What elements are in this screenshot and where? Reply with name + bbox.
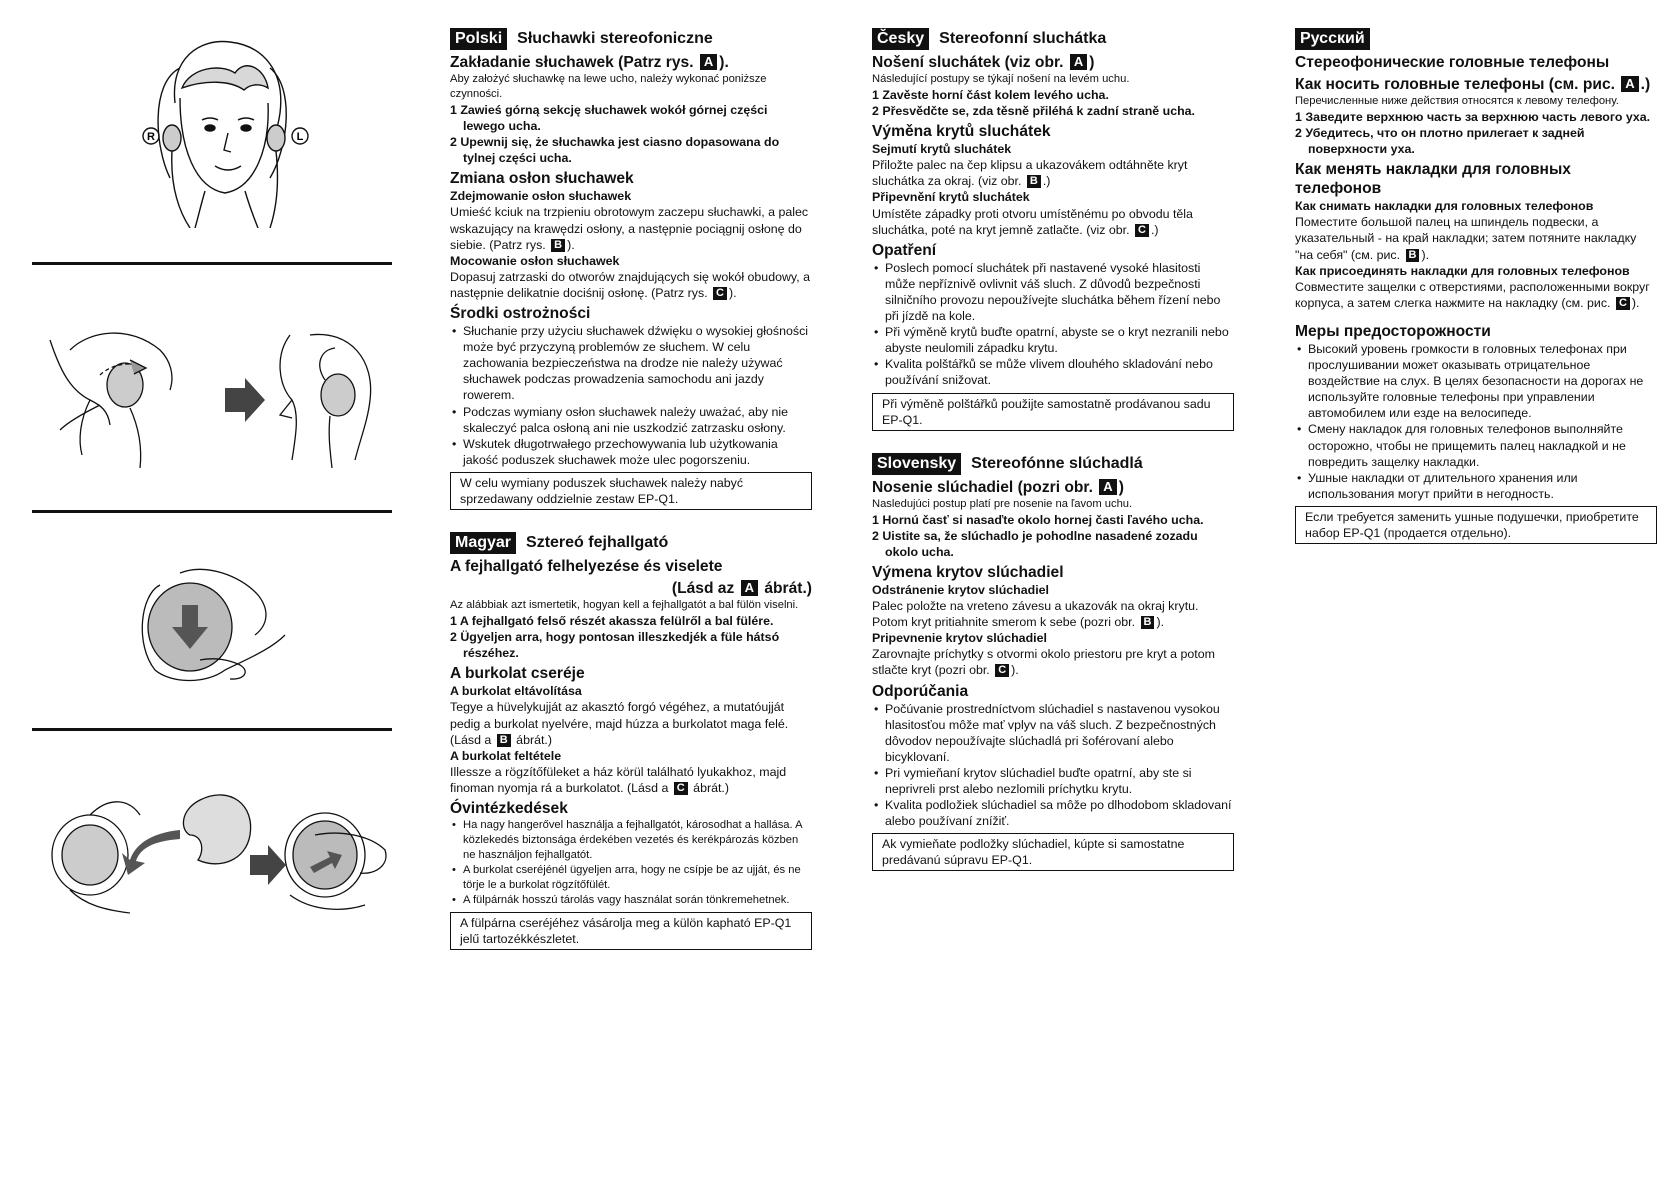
attach-heading: A burkolat feltétele bbox=[450, 748, 562, 763]
precaution-item: • Ha nagy hangerővel használja a fejhallgatót, károsodhat a hallása. A közlekedés biztonsága érdekében vezetés és kerékpározás közben ne használjon fejhallgatót. bbox=[450, 818, 812, 863]
attach-text: Совместите защелки с отверстиями, расположенными вокруг корпуса, а затем слегка нажмите на накладку (см. рис. C ). bbox=[1295, 279, 1650, 310]
figure-removing-cover bbox=[30, 565, 390, 685]
precaution-item: • Kvalita polštářků se může vlivem dlouhého skladování nebo používání snižovat. bbox=[872, 356, 1234, 388]
wear-heading: Nošení sluchátek (viz obr. A ) bbox=[872, 54, 1095, 71]
step-1: 1 A fejhallgató felső részét akassza felülről a bal fülére. bbox=[450, 614, 774, 629]
wear-heading: A fejhallgató felhelyezése és viselete bbox=[450, 558, 723, 576]
note-box: A fülpárna cseréjéhez vásárolja meg a külön kapható EP-Q1 jelű tartozékkészletet. bbox=[450, 912, 812, 950]
step-2: 2 Přesvědčte se, zda těsně přiléhá k zadní straně ucha. bbox=[872, 104, 1195, 119]
figure-divider bbox=[32, 728, 392, 731]
figure-a-badge: A bbox=[1099, 479, 1116, 495]
section-cesky bbox=[872, 28, 1234, 431]
remove-heading: Sejmutí krytů sluchátek bbox=[872, 142, 1012, 157]
step-1: 1 Заведите верхнюю часть за верхнюю часть левого уха. bbox=[1295, 110, 1651, 124]
figure-c-badge: C bbox=[995, 664, 1009, 677]
remove-heading: Zdejmowanie osłon słuchawek bbox=[450, 189, 632, 204]
section-slovensky bbox=[872, 453, 1234, 872]
language-tag: Česky bbox=[872, 28, 929, 50]
change-heading: Zmiana osłon słuchawek bbox=[450, 170, 634, 188]
wear-heading: Zakładanie słuchawek (Patrz rys. A ). bbox=[450, 54, 729, 71]
section-title: Стереофонические головные телефоны bbox=[1295, 54, 1610, 71]
steps-list bbox=[872, 512, 1234, 560]
figure-b-badge: B bbox=[1406, 249, 1420, 262]
precaution-item: • Při výměně krytů buďte opatrní, abyste se o kryt nezranili nebo abyste neulomili západku krytu. bbox=[872, 324, 1234, 356]
note-box: Если требуется заменить ушные подушечки, приобретите набор EP-Q1 (продается отдельно). bbox=[1295, 506, 1657, 544]
wear-intro: Následující postupy se týkají nošení na levém uchu. bbox=[872, 73, 1130, 85]
step-1: 1 Zawieś górną sekcję słuchawek wokół górnej części lewego ucha. bbox=[450, 103, 768, 134]
steps-list bbox=[1295, 109, 1657, 157]
figure-divider bbox=[32, 510, 392, 513]
section-title: Stereofonní sluchátka bbox=[939, 30, 1107, 47]
wear-intro: Nasledujúci postup platí pre nosenie na ľavom uchu. bbox=[872, 497, 1133, 510]
precaution-item: • Kvalita podložiek slúchadiel sa môže po dlhodobom skladovaní alebo používaní znížiť. bbox=[872, 797, 1234, 829]
note-box: W celu wymiany poduszek słuchawek należy nabyć sprzedawany oddzielnie zestaw EP-Q1. bbox=[450, 472, 812, 510]
precaution-item: • Wskutek długotrwałego przechowywania lub użytkowania jakość poduszek słuchawek może ulec pogorszeniu. bbox=[450, 436, 812, 468]
attach-text: Illessze a rögzítőfüleket a ház körül található lyukakhoz, majd finoman nyomja rá a burkolatot. (Lásd a C ábrát.) bbox=[450, 764, 787, 795]
section-polski bbox=[450, 28, 812, 510]
note-box: Ak vymieňate podložky slúchadiel, kúpte si samostatne predávanú súpravu EP-Q1. bbox=[872, 833, 1234, 871]
wear-heading-reference: (Lásd az A ábrát.) bbox=[671, 580, 812, 598]
steps-list bbox=[450, 613, 812, 661]
figure-wearing-headphones bbox=[30, 28, 390, 228]
remove-text: Umieść kciuk na trzpieniu obrotowym zaczepu słuchawki, a palec wskazujący na krawędzi osłony, a następnie pociągnij osłonę do siebie. (Patrz rys. B ). bbox=[450, 205, 809, 252]
wear-intro: Az alábbiak azt ismertetik, hogyan kell a fejhallgatót a bal fülön viselni. bbox=[450, 599, 799, 612]
precautions-list bbox=[872, 260, 1234, 389]
step-2: 2 Uistite sa, že slúchadlo je pohodlne nasadené zozadu okolo ucha. bbox=[872, 528, 1198, 559]
remove-text: Поместите большой палец на шпиндель подвески, а указательный - на край накладки; затем потяните накладку "на себя" (см. рис. B ). bbox=[1295, 215, 1637, 262]
figure-divider bbox=[32, 262, 392, 265]
attach-heading: Mocowanie osłon słuchawek bbox=[450, 253, 620, 268]
figure-a-badge: A bbox=[1070, 54, 1087, 70]
precautions-heading: Меры предосторожности bbox=[1295, 322, 1491, 340]
attach-heading: Připevnění krytů sluchátek bbox=[872, 190, 1030, 205]
right-marker: R bbox=[147, 131, 155, 143]
precautions-heading: Óvintézkedések bbox=[450, 800, 568, 817]
step-2: 2 Ügyeljen arra, hogy pontosan illeszkedjék a füle hátsó részéhez. bbox=[450, 630, 780, 661]
section-title: Sztereó fejhallgató bbox=[526, 534, 669, 552]
precaution-item: • Počúvanie prostredníctvom slúchadiel s nastavenou vysokou hlasitosťou môže mať vplyv na váš sluch. Z bezpečnostných dôvodov nepoužívajte slúchadlá pri šoférovaní alebo bicyklovaní. bbox=[872, 701, 1234, 765]
attach-heading: Pripevnenie krytov slúchadiel bbox=[872, 631, 1047, 646]
change-heading: Výměna krytů sluchátek bbox=[872, 123, 1051, 141]
column-polski-magyar bbox=[450, 28, 812, 950]
figure-c-badge: C bbox=[674, 782, 688, 795]
language-tag: Magyar bbox=[450, 532, 516, 554]
language-tag: Slovensky bbox=[872, 453, 961, 475]
attach-text: Dopasuj zatrzaski do otworów znajdujących się wokół obudowy, a następnie delikatnie dociśnij osłonę. (Patrz rys. C ). bbox=[450, 269, 810, 300]
attach-heading: Как присоединять накладки для головных телефонов bbox=[1295, 263, 1630, 278]
step-1: 1 Zavěste horní část kolem levého ucha. bbox=[872, 88, 1109, 102]
precautions-heading: Odporúčania bbox=[872, 682, 969, 700]
figure-b-badge: B bbox=[1027, 175, 1041, 188]
figure-c-badge: C bbox=[1616, 297, 1630, 310]
precaution-item: • A fülpárnák hosszú tárolás vagy használat során tönkremehetnek. bbox=[450, 893, 812, 908]
step-2: 2 Убедитесь, что он плотно прилегает к задней поверхности уха. bbox=[1295, 126, 1585, 157]
figure-a-badge: A bbox=[700, 54, 717, 70]
left-marker: L bbox=[296, 131, 304, 143]
section-title: Stereofónne slúchadlá bbox=[971, 454, 1143, 472]
remove-text: Tegye a hüvelykujját az akasztó forgó végéhez, a mutatóujját pedig a burkolat nyelvére, majd húzza a burkolatot maga felé. (Lásd a B ábrát.) bbox=[450, 700, 789, 747]
figure-b-badge: B bbox=[551, 239, 565, 252]
note-box: Při výměně polštářků použijte samostatně prodávanou sadu EP-Q1. bbox=[872, 393, 1234, 431]
precaution-item: • Słuchanie przy użyciu słuchawek dźwięku o wysokiej głośności może być przyczyną problemów ze słuchem. W celu zachowania bezpieczeństwa na drodze nie należy używać słuchawek podczas prowadzenia samochodu ani jazdy rowerem. bbox=[450, 323, 812, 403]
column-russkiy bbox=[1295, 28, 1657, 544]
precautions-list bbox=[872, 701, 1234, 830]
arrow-icon bbox=[250, 845, 286, 885]
precautions-heading: Opatření bbox=[872, 241, 937, 259]
remove-text: Přiložte palec na čep klipsu a ukazovákem odtáhněte kryt sluchátka za okraj. (viz obr. B .) bbox=[872, 158, 1188, 189]
figure-a-badge: A bbox=[1621, 76, 1638, 92]
figure-b-badge: B bbox=[497, 734, 511, 747]
precaution-item: • A burkolat cseréjénél ügyeljen arra, hogy ne csípje be az ujját, és ne törje le a burkolat rögzítőfülét. bbox=[450, 863, 812, 893]
arrow-icon bbox=[225, 378, 265, 422]
attach-text: Zarovnajte príchytky s otvormi okolo priestoru pre kryt a potom stlačte kryt (pozri obr. C ). bbox=[872, 647, 1215, 678]
precautions-heading: Środki ostrożności bbox=[450, 305, 591, 323]
wear-heading: Nosenie slúchadiel (pozri obr. A ) bbox=[872, 478, 1124, 496]
change-heading: A burkolat cseréje bbox=[450, 665, 585, 683]
precaution-item: • Podczas wymiany osłon słuchawek należy uważać, aby nie skaleczyć palca osłoną ani nie uszkodzić zatrzasku osłony. bbox=[450, 404, 812, 436]
section-title: Słuchawki stereofoniczne bbox=[517, 30, 713, 47]
change-heading: Как менять накладки для головных телефонов bbox=[1295, 161, 1571, 198]
precaution-item: • Высокий уровень громкости в головных телефонах при прослушивании может оказывать отрицательное воздействие на слух. В целях безопасности на дорогах не используйте головные телефоны при управлении автомобилем или езде на велосипеде. bbox=[1295, 341, 1657, 421]
wear-intro: Aby założyć słuchawkę na lewe ucho, należy wykonać poniższe czynności. bbox=[450, 73, 767, 100]
precaution-item: • Смену накладок для головных телефонов выполняйте осторожно, чтобы не прищемить палец накладкой и не повредить защелку накладки. bbox=[1295, 421, 1657, 469]
figure-a-badge: A bbox=[741, 580, 758, 596]
remove-text: Palec položte na vreteno závesu a ukazovák na okraj krytu. Potom kryt pritiahnite smerom k sebe (pozri obr. B ). bbox=[872, 599, 1199, 630]
step-1: 1 Hornú časť si nasaďte okolo hornej časti ľavého ucha. bbox=[872, 512, 1204, 527]
remove-heading: Как снимать накладки для головных телефонов bbox=[1295, 199, 1594, 214]
remove-heading: Odstránenie krytov slúchadiel bbox=[872, 582, 1049, 597]
change-heading: Výmena krytov slúchadiel bbox=[872, 563, 1064, 581]
precaution-item: • Pri vymieňaní krytov slúchadiel buďte opatrní, aby ste si neprivreli prst alebo nezlomili príchytku krytu. bbox=[872, 765, 1234, 797]
steps-list bbox=[450, 102, 812, 166]
figure-c-badge: C bbox=[713, 287, 727, 300]
attach-text: Umístěte západky proti otvoru umístěnému po obvodu těla sluchátka, poté na kryt jemně zatlačte. (viz obr. C .) bbox=[872, 206, 1193, 237]
wear-heading: Как носить головные телефоны (см. рис. A .) bbox=[1295, 76, 1651, 93]
arrow-curve-icon bbox=[122, 830, 180, 875]
precautions-list bbox=[450, 818, 812, 908]
wear-intro: Перечисленные ниже действия относятся к левому телефону. bbox=[1295, 95, 1619, 107]
precautions-list bbox=[450, 323, 812, 468]
figure-c-badge: C bbox=[1135, 224, 1149, 237]
section-magyar bbox=[450, 532, 812, 950]
column-cesky-slovensky bbox=[872, 28, 1234, 871]
section-russkiy bbox=[1295, 28, 1657, 544]
figure-attaching-cover bbox=[30, 775, 390, 915]
steps-list bbox=[872, 87, 1234, 119]
figure-hooking-earphone bbox=[30, 330, 390, 470]
language-tag: Polski bbox=[450, 28, 507, 50]
remove-heading: A burkolat eltávolítása bbox=[450, 684, 582, 699]
step-2: 2 Upewnij się, że słuchawka jest ciasno dopasowana do tylnej części ucha. bbox=[450, 135, 780, 166]
language-tag: Русский bbox=[1295, 28, 1370, 50]
precautions-list bbox=[1295, 341, 1657, 502]
precaution-item: • Poslech pomocí sluchátek při nastavené vysoké hlasitosti může nepříznivě ovlivnit váš sluch. Z důvodů bezpečnosti silničního provozu nepoužívejte sluchátka během řízení nebo při jízdě na kole. bbox=[872, 260, 1234, 324]
figure-b-badge: B bbox=[1141, 616, 1155, 629]
precaution-item: • Ушные накладки от длительного хранения или использования могут прийти в негодность. bbox=[1295, 470, 1657, 502]
